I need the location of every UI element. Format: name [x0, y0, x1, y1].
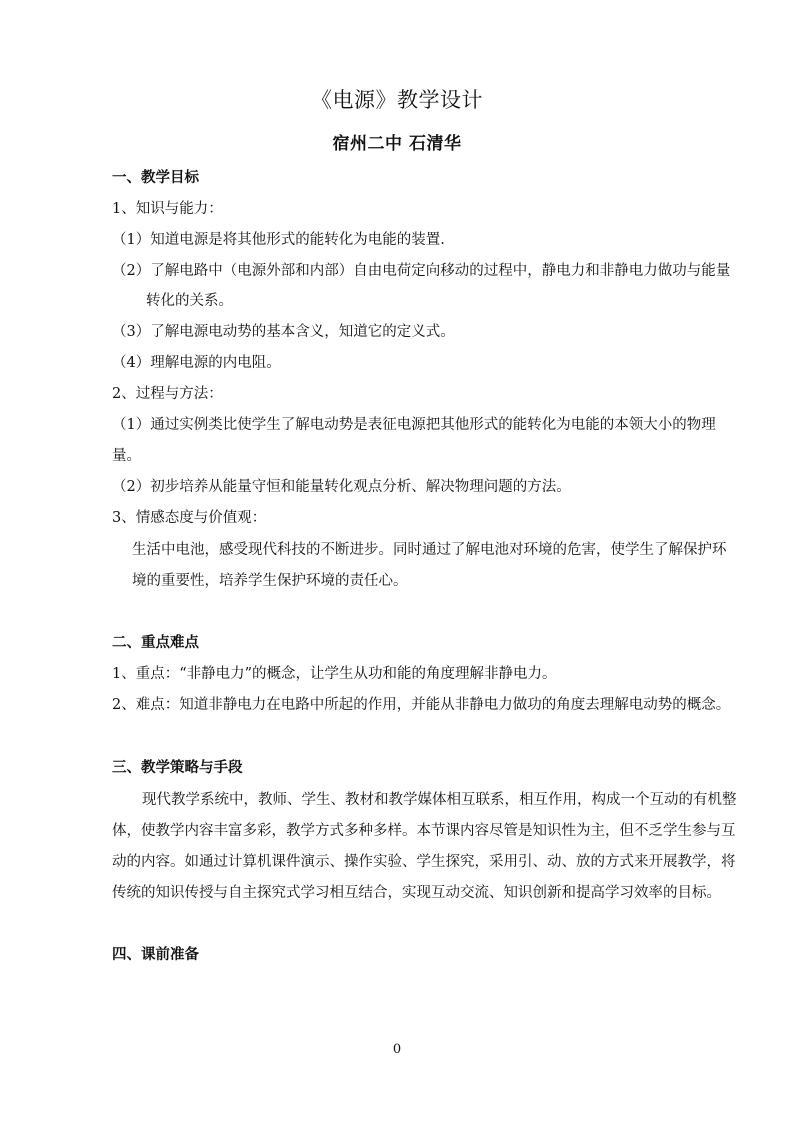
paragraph-line: 1、重点：“非静电力”的概念，让学生从功和能的角度理解非静电力。	[112, 666, 557, 682]
page-number: 0	[392, 1042, 402, 1057]
subheading-attitude: 3、情感态度与价值观：	[112, 510, 267, 526]
paragraph-line: （3）了解电源电动势的基本含义，知道它的定义式。	[112, 324, 455, 340]
paragraph-line: 量。	[112, 448, 141, 464]
paragraph-line: 境的重要性，培养学生保护环境的责任心。	[132, 573, 408, 589]
section-heading-objectives: 一、教学目标	[112, 169, 199, 186]
paragraph-line: 2、难点：知道非静电力在电路中所起的作用，并能从非静电力做功的角度去理解电动势的概念。	[112, 697, 731, 713]
paragraph-line: （4）理解电源的内电阻。	[112, 355, 281, 371]
paragraph-line: 动的内容。如通过计算机课件演示、操作实验、学生探究，采用引、动、放的方式来开展教学，将	[112, 854, 736, 870]
section-heading-preparation: 四、课前准备	[112, 946, 199, 963]
section-heading-key-points: 二、重点难点	[112, 634, 199, 651]
paragraph-line: （1）通过实例类比使学生了解电动势是表征电源把其他形式的能转化为电能的本领大小的物理	[112, 417, 716, 433]
subheading-process: 2、过程与方法：	[112, 386, 223, 402]
paragraph-line: 生活中电池，感受现代科技的不断进步。同时通过了解电池对环境的危害，使学生了解保护环	[132, 542, 727, 558]
paragraph-line: （1）知道电源是将其他形式的能转化为电能的装置.	[112, 232, 445, 248]
paragraph-line: 体，使教学内容丰富多彩，教学方式多种多样。本节课内容尽管是知识性为主，但不乏学生参与互	[112, 823, 736, 839]
subheading-knowledge: 1、知识与能力：	[112, 201, 223, 217]
paragraph-line: 传统的知识传授与自主探究式学习相互结合，实现互动交流、知识创新和提高学习效率的目标。	[112, 885, 721, 901]
section-heading-strategy: 三、教学策略与手段	[112, 759, 243, 776]
paragraph-line: （2）初步培养从能量守恒和能量转化观点分析、解决物理问题的方法。	[112, 479, 571, 495]
paragraph-line: 转化的关系。	[146, 293, 233, 309]
document-author: 宿州二中 石清华	[332, 134, 462, 154]
paragraph-line: 现代教学系统中，教师、学生、教材和教学媒体相互联系，相互作用，构成一个互动的有机整	[142, 792, 737, 808]
paragraph-line: （2）了解电路中（电源外部和内部）自由电荷定向移动的过程中，静电力和非静电力做功与能量	[112, 263, 731, 279]
document-title: 《电源》教学设计	[311, 88, 483, 112]
